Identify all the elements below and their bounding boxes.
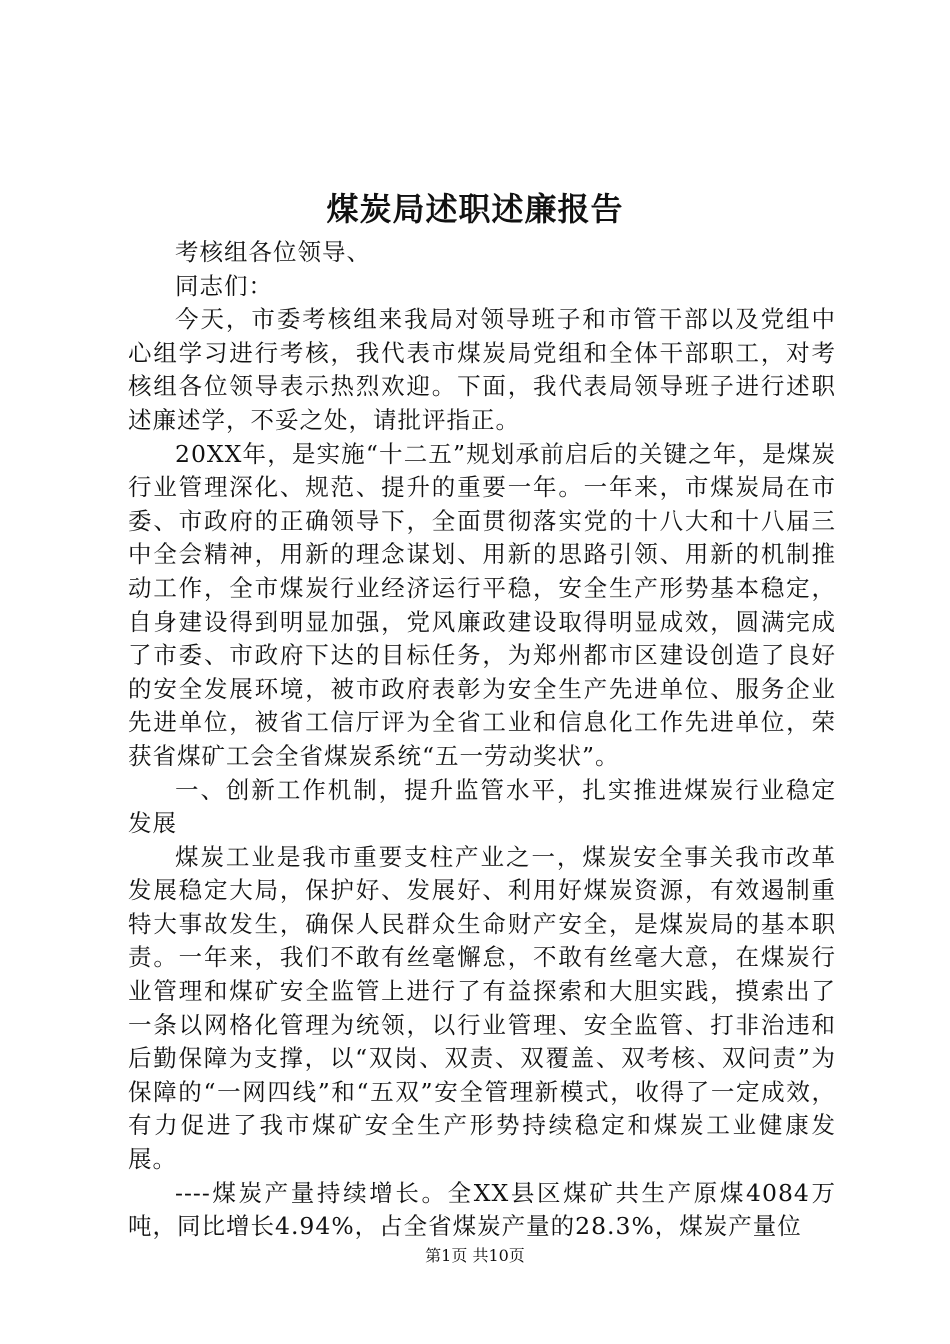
body-paragraph: ----煤炭产量持续增长。全XX县区煤矿共生产原煤4084万吨，同比增长4.94%，占全省煤炭产量的28.3%，煤炭产量位 [128, 1178, 836, 1241]
salutation-line-1: 考核组各位领导、 [175, 238, 371, 266]
document-body [128, 236, 836, 1244]
document-title: 煤炭局述职述廉报告 [326, 190, 624, 228]
section-heading: 一、创新工作机制，提升监管水平，扎实推进煤炭行业稳定发展 [128, 775, 836, 838]
body-paragraph: 煤炭工业是我市重要支柱产业之一，煤炭安全事关我市改革发展稳定大局，保护好、发展好、利用好煤炭资源，有效遏制重特大事故发生，确保人民群众生命财产安全，是煤炭局的基本职责。一年来，我们不敢有丝毫懈怠，不敢有丝毫大意，在煤炭行业管理和煤矿安全监管上进行了有益探索和大胆实践，摸索出了一条以网格化管理为统领，以行业管理、安全监管、打非治违和后勤保障为支撑，以“双岗、双责、双覆盖、双考核、双问责”为保障的“一网四线”和“五双”安全管理新模式，收得了一定成效，有力促进了我市煤矿安全生产形势持续稳定和煤炭工业健康发展。 [128, 842, 836, 1174]
body-paragraph: 20XX年，是实施“十二五”规划承前启后的关键之年，是煤炭行业管理深化、规范、提升的重要一年。一年来，市煤炭局在市委、市政府的正确领导下，全面贯彻落实党的十八大和十八届三中全会精神，用新的理念谋划、用新的思路引领、用新的机制推动工作，全市煤炭行业经济运行平稳，安全生产形势基本稳定，自身建设得到明显加强，党风廉政建设取得明显成效，圆满完成了市委、市政府下达的目标任务，为郑州都市区建设创造了良好的安全发展环境，被市政府表彰为安全生产先进单位、服务企业先进单位，被省工信厅评为全省工业和信息化工作先进单位，荣获省煤矿工会全省煤炭系统“五一劳动奖状”。 [128, 439, 836, 770]
body-paragraph: 今天，市委考核组来我局对领导班子和市管干部以及党组中心组学习进行考核，我代表市煤炭局党组和全体干部职工，对考核组各位领导表示热烈欢迎。下面，我代表局领导班子进行述职述廉述学，不妥之处，请批评指正。 [128, 305, 836, 434]
salutation-line-2: 同志们： [175, 271, 273, 300]
page-number: 第1页 共10页 [425, 1246, 525, 1265]
